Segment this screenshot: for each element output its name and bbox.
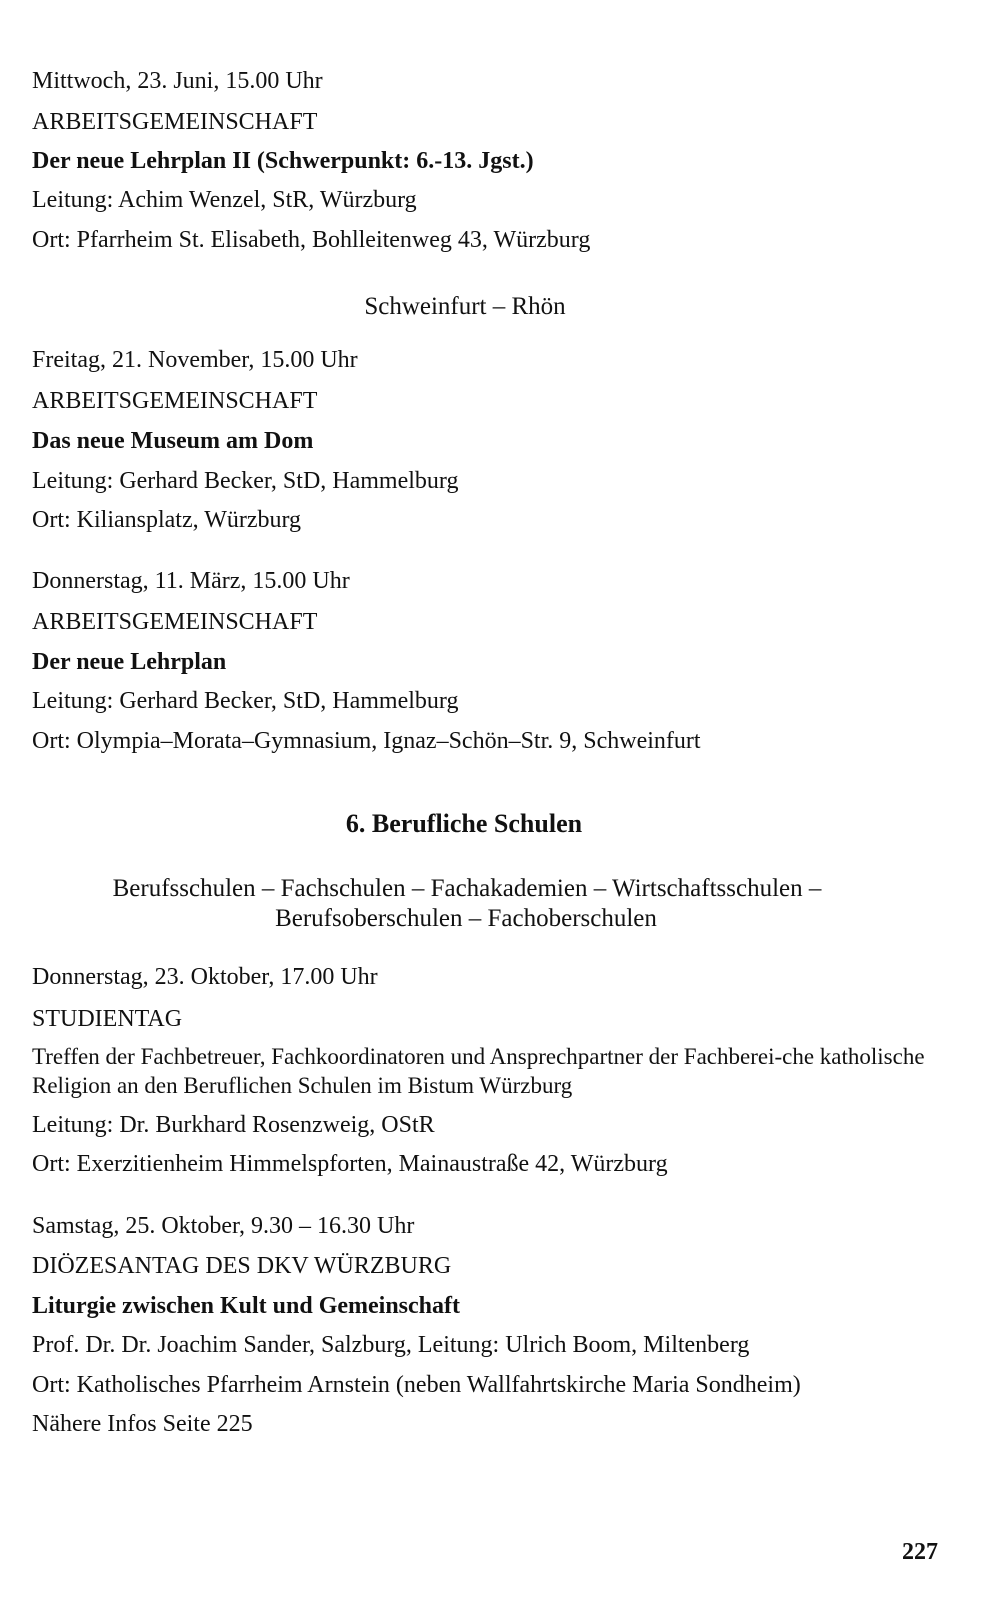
entry-5-title: Liturgie zwischen Kult und Gemeinschaft [32,1293,461,1319]
section-subtitle-line2: Berufsoberschulen – Fachoberschulen [275,905,657,932]
entry-3-leitung: Leitung: Gerhard Becker, StD, Hammelburg [32,688,459,714]
entry-3-date: Donnerstag, 11. März, 15.00 Uhr [32,568,350,594]
entry-5-ort: Ort: Katholisches Pfarrheim Arnstein (neben Wallfahrtskirche Maria Sondheim) [32,1372,801,1398]
entry-4-date: Donnerstag, 23. Oktober, 17.00 Uhr [32,964,378,990]
entry-5-info: Nähere Infos Seite 225 [32,1411,253,1437]
entry-1-ort: Ort: Pfarrheim St. Elisabeth, Bohlleitenweg 43, Würzburg [32,227,591,253]
entry-5-leitung: Prof. Dr. Dr. Joachim Sander, Salzburg, Leitung: Ulrich Boom, Miltenberg [32,1332,750,1358]
entry-5-type: DIÖZESANTAG DES DKV WÜRZBURG [32,1253,452,1279]
entry-1-leitung: Leitung: Achim Wenzel, StR, Würzburg [32,187,417,213]
entry-2-title: Das neue Museum am Dom [32,428,314,454]
entry-4-description: Treffen der Fachbetreuer, Fachkoordinatoren und Ansprechpartner der Fachberei-che katholische Religion an den Beruflichen Schulen im Bistum Würzburg [32,1044,925,1098]
entry-2-leitung: Leitung: Gerhard Becker, StD, Hammelburg [32,468,459,494]
entry-4-type: STUDIENTAG [32,1006,183,1032]
region-heading: Schweinfurt – Rhön [364,293,566,320]
section-subtitle-line1: Berufsschulen – Fachschulen – Fachakademien – Wirtschaftsschulen – [112,875,822,902]
entry-3-ort: Ort: Olympia–Morata–Gymnasium, Ignaz–Schön–Str. 9, Schweinfurt [32,728,701,754]
entry-5-date: Samstag, 25. Oktober, 9.30 – 16.30 Uhr [32,1213,415,1239]
entry-2-ort: Ort: Kiliansplatz, Würzburg [32,507,302,533]
page-number: 227 [902,1539,938,1565]
entry-4-ort: Ort: Exerzitienheim Himmelspforten, Mainaustraße 42, Würzburg [32,1151,668,1177]
entry-3-type: ARBEITSGEMEINSCHAFT [32,609,318,635]
entry-1-date: Mittwoch, 23. Juni, 15.00 Uhr [32,68,323,94]
entry-2-date: Freitag, 21. November, 15.00 Uhr [32,347,358,373]
entry-4-leitung: Leitung: Dr. Burkhard Rosenzweig, OStR [32,1112,435,1138]
entry-2-type: ARBEITSGEMEINSCHAFT [32,388,318,414]
section-title: 6. Berufliche Schulen [345,809,583,838]
entry-1-title: Der neue Lehrplan II (Schwerpunkt: 6.-13. Jgst.) [32,148,534,174]
entry-3-title: Der neue Lehrplan [32,649,227,675]
entry-1-type: ARBEITSGEMEINSCHAFT [32,109,318,135]
